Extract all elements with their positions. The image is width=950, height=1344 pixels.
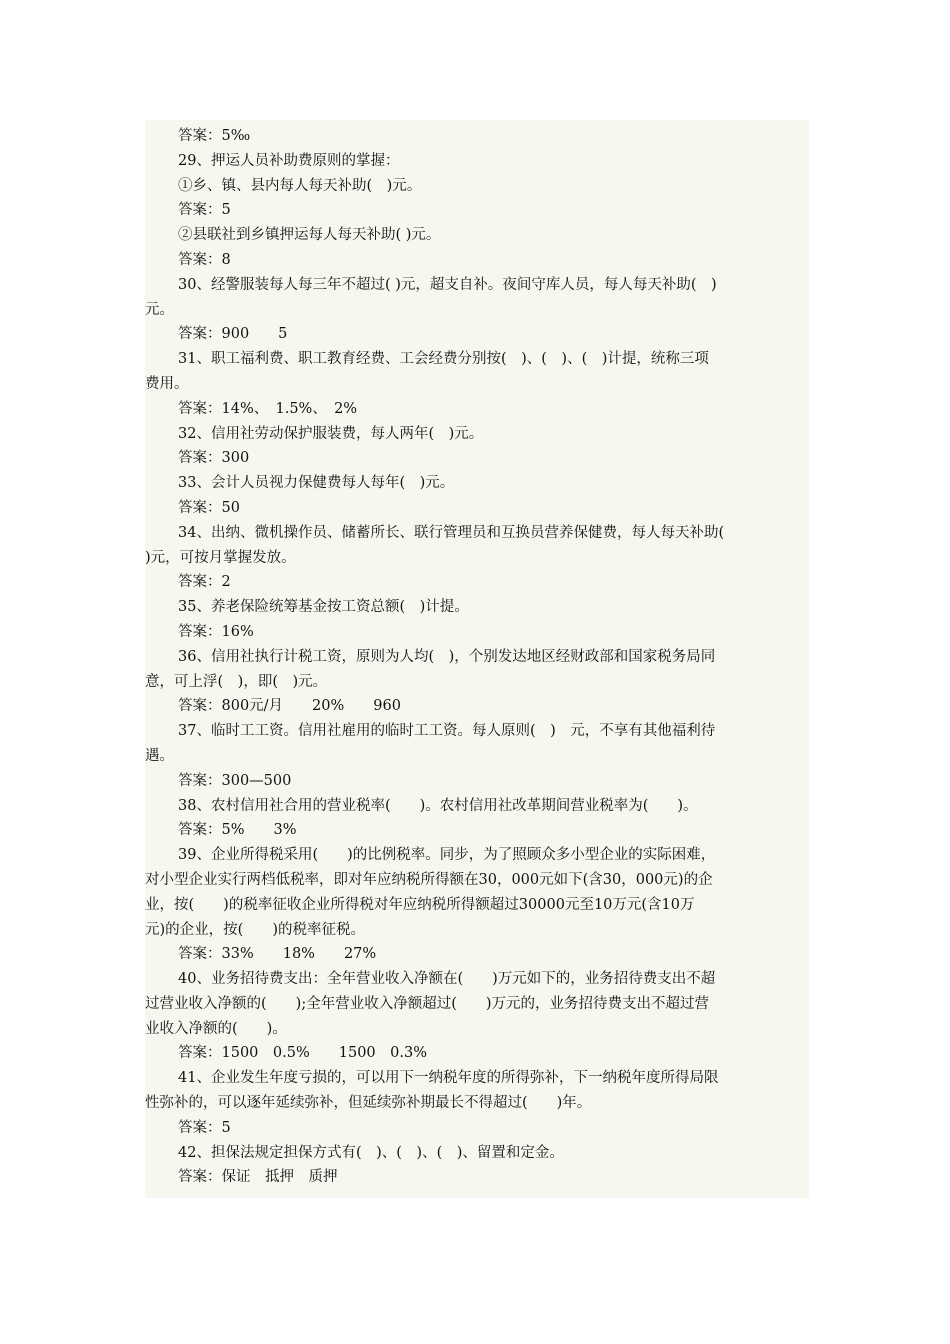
text-line: ②县联社到乡镇押运每人每天补助( )元。 bbox=[178, 227, 441, 244]
document-body bbox=[145, 120, 809, 1198]
text-line: 业收入净额的( )。 bbox=[145, 1020, 287, 1037]
text-line: )元，可按月掌握发放。 bbox=[145, 549, 296, 566]
text-line: 答案：14%、 1.5%、 2% bbox=[178, 400, 358, 417]
text-line: 费用。 bbox=[145, 375, 189, 392]
text-line: 答案：保证 抵押 质押 bbox=[178, 1169, 338, 1186]
text-line: 42、担保法规定担保方式有( )、( )、( )、留置和定金。 bbox=[178, 1144, 564, 1161]
text-line: 答案：300 bbox=[178, 450, 250, 467]
text-line: 33、会计人员视力保健费每人每年( )元。 bbox=[178, 475, 455, 492]
text-line: 41、企业发生年度亏损的，可以用下一纳税年度的所得弥补，下一纳税年度所得局限 bbox=[178, 1070, 719, 1087]
text-line: 答案：1500 0.5% 1500 0.3% bbox=[178, 1045, 427, 1062]
text-line: 答案：2 bbox=[178, 574, 231, 591]
text-line: 答案：900 5 bbox=[178, 326, 288, 343]
text-line: 答案：16% bbox=[178, 623, 254, 640]
text-line: 37、临时工工资。信用社雇用的临时工工资。每人原则( ) 元，不享有其他福利待 bbox=[178, 723, 716, 740]
text-line: 答案：8 bbox=[178, 251, 231, 268]
text-line: 过营业收入净额的( );全年营业收入净额超过( )万元的，业务招待费支出不超过营 bbox=[145, 995, 710, 1012]
text-line: 34、出纳、微机操作员、储蓄所长、联行管理员和互换员营养保健费，每人每天补助( bbox=[178, 524, 725, 541]
text-line: 答案：300—500 bbox=[178, 772, 292, 789]
text-line: 36、信用社执行计税工资，原则为人均( )，个别发达地区经财政部和国家税务局同 bbox=[178, 648, 716, 665]
text-line: 答案：5‰ bbox=[178, 128, 251, 144]
text-line: 业，按( )的税率征收企业所得税对年应纳税所得额超过30000元至10万元(含10万 bbox=[145, 896, 695, 913]
text-line: ①乡、镇、县内每人每天补助( )元。 bbox=[178, 177, 422, 194]
text-line: 35、养老保险统筹基金按工资总额( )计提。 bbox=[178, 599, 469, 616]
text-line: 39、企业所得税采用( )的比例税率。同步，为了照顾众多小型企业的实际困难， bbox=[178, 847, 716, 864]
text-line: 29、押运人员补助费原则的掌握： bbox=[178, 152, 400, 169]
text-line: 答案：5 bbox=[178, 202, 231, 219]
text-line: 答案：33% 18% 27% bbox=[178, 946, 377, 963]
text-line: 元)的企业，按( )的税率征税。 bbox=[145, 921, 365, 938]
text-line: 答案：800元/月 20% 960 bbox=[178, 698, 401, 715]
text-line: 40、业务招待费支出：全年营业收入净额在( )万元如下的，业务招待费支出不超 bbox=[178, 971, 716, 988]
text-line: 答案：50 bbox=[178, 499, 240, 516]
text-line: 元。 bbox=[145, 301, 174, 318]
text-line: 32、信用社劳动保护服装费，每人两年( )元。 bbox=[178, 425, 484, 442]
text-line: 遇。 bbox=[145, 747, 174, 764]
text-line: 38、农村信用社合用的营业税率( )。农村信用社改革期间营业税率为( )。 bbox=[178, 797, 698, 814]
text-line: 答案：5 bbox=[178, 1119, 231, 1136]
text-line: 31、职工福利费、职工教育经费、工会经费分别按( )、( )、( )计提，统称三项 bbox=[178, 351, 709, 368]
text-line: 答案：5% 3% bbox=[178, 822, 297, 839]
text-line: 30、经警服装每人每三年不超过( )元，超支自补。夜间守库人员，每人每天补助( ) bbox=[178, 276, 717, 293]
text-line: 意，可上浮( )，即( )元。 bbox=[145, 673, 328, 690]
text-line: 对小型企业实行两档低税率，即对年应纳税所得额在30，000元如下(含30，000元)的企 bbox=[145, 871, 713, 888]
text-line: 性弥补的，可以逐年延续弥补，但延续弥补期最长不得超过( )年。 bbox=[145, 1095, 592, 1112]
